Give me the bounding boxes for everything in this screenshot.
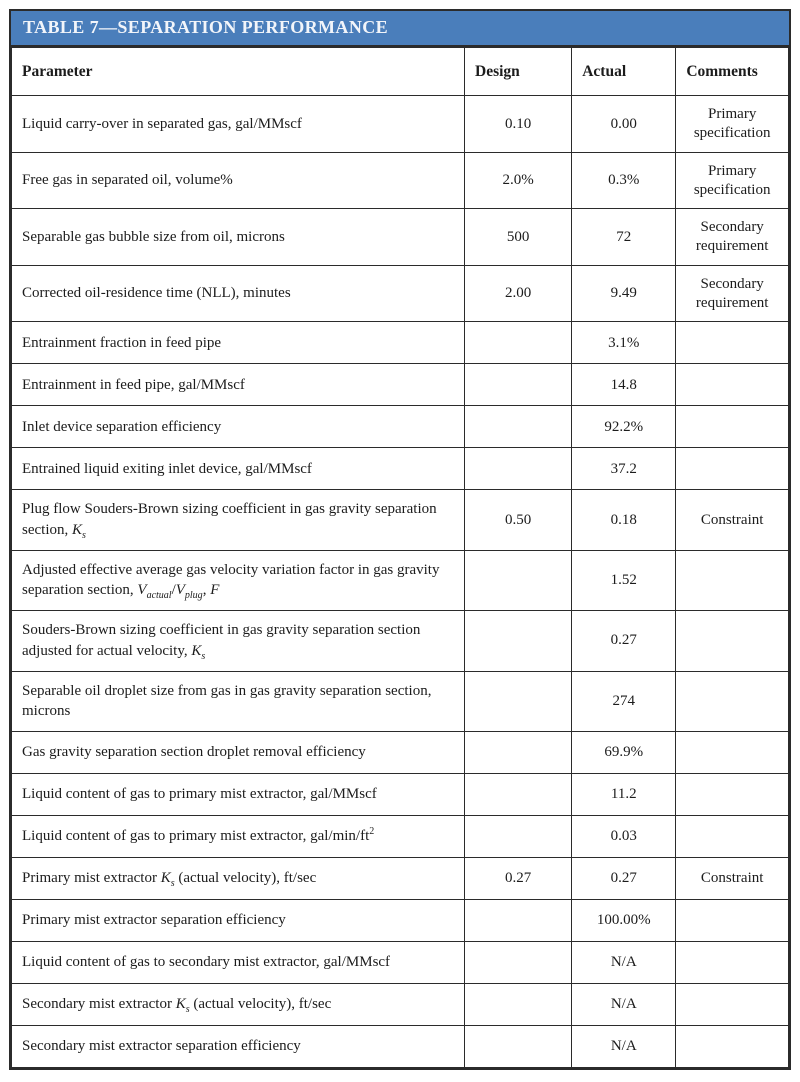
- parameter-cell: Free gas in separated oil, volume%: [12, 152, 465, 209]
- design-value-cell: 0.27: [465, 857, 572, 899]
- actual-value-cell: 92.2%: [572, 406, 676, 448]
- parameter-cell: Primary mist extractor separation efficiency: [12, 899, 465, 941]
- actual-value-cell: 0.00: [572, 96, 676, 153]
- parameter-cell: Entrainment fraction in feed pipe: [12, 322, 465, 364]
- design-value-cell: [465, 815, 572, 857]
- actual-value-cell: 3.1%: [572, 322, 676, 364]
- table-header: [12, 48, 789, 96]
- actual-value-cell: 0.27: [572, 857, 676, 899]
- parameter-cell: Inlet device separation efficiency: [12, 406, 465, 448]
- table-row: [12, 857, 789, 899]
- actual-value-cell: 69.9%: [572, 731, 676, 773]
- table-row: [12, 152, 789, 209]
- table-row: [12, 671, 789, 731]
- design-value-cell: [465, 611, 572, 671]
- parameter-cell: Secondary mist extractor separation efficiency: [12, 1025, 465, 1067]
- parameter-cell: Entrainment in feed pipe, gal/MMscf: [12, 364, 465, 406]
- comments-cell: [676, 773, 789, 815]
- actual-value-cell: 0.27: [572, 611, 676, 671]
- table-row: [12, 983, 789, 1025]
- comments-cell: Secondary requirement: [676, 265, 789, 322]
- actual-value-cell: 0.03: [572, 815, 676, 857]
- design-value-cell: [465, 406, 572, 448]
- comments-cell: [676, 899, 789, 941]
- parameter-cell: Plug flow Souders-Brown sizing coefficient in gas gravity separation section, $K_s$: [12, 490, 465, 550]
- table-row: [12, 209, 789, 266]
- comments-cell: [676, 550, 789, 610]
- table-row: [12, 731, 789, 773]
- table-row: [12, 406, 789, 448]
- comments-cell: [676, 941, 789, 983]
- table-row: [12, 322, 789, 364]
- comments-cell: [676, 671, 789, 731]
- actual-value-cell: 14.8: [572, 364, 676, 406]
- design-value-cell: [465, 322, 572, 364]
- actual-value-cell: N/A: [572, 1025, 676, 1067]
- design-value-cell: [465, 773, 572, 815]
- comments-cell: [676, 364, 789, 406]
- comments-cell: Constraint: [676, 490, 789, 550]
- comments-cell: [676, 611, 789, 671]
- comments-cell: [676, 983, 789, 1025]
- table-row: [12, 550, 789, 610]
- parameter-cell: Primary mist extractor $K_s$ (actual velocity), ft/sec: [12, 857, 465, 899]
- parameter-cell: Separable gas bubble size from oil, microns: [12, 209, 465, 266]
- table-body: [12, 96, 789, 1068]
- actual-value-cell: 100.00%: [572, 899, 676, 941]
- parameter-cell: Souders-Brown sizing coefficient in gas gravity separation section adjusted for actual velocity, $K_s$: [12, 611, 465, 671]
- parameter-cell: Liquid carry-over in separated gas, gal/MMscf: [12, 96, 465, 153]
- design-value-cell: 0.50: [465, 490, 572, 550]
- comments-cell: Primary specification: [676, 152, 789, 209]
- design-value-cell: 2.0%: [465, 152, 572, 209]
- parameter-cell: Liquid content of gas to primary mist extractor, gal/$\min/ft^2$: [12, 815, 465, 857]
- table-row: [12, 265, 789, 322]
- actual-value-cell: 1.52: [572, 550, 676, 610]
- actual-value-cell: 9.49: [572, 265, 676, 322]
- actual-value-cell: 0.18: [572, 490, 676, 550]
- table-row: [12, 773, 789, 815]
- design-value-cell: [465, 550, 572, 610]
- actual-value-cell: N/A: [572, 941, 676, 983]
- parameter-cell: Corrected oil-residence time (NLL), minutes: [12, 265, 465, 322]
- actual-value-cell: 11.2: [572, 773, 676, 815]
- comments-cell: Primary specification: [676, 96, 789, 153]
- table-row: [12, 490, 789, 550]
- comments-cell: [676, 322, 789, 364]
- header-row: [12, 48, 789, 96]
- table-row: [12, 1025, 789, 1067]
- comments-cell: [676, 448, 789, 490]
- actual-value-cell: 72: [572, 209, 676, 266]
- actual-value-cell: 0.3%: [572, 152, 676, 209]
- comments-cell: [676, 1025, 789, 1067]
- design-value-cell: 500: [465, 209, 572, 266]
- design-value-cell: [465, 731, 572, 773]
- comments-cell: [676, 731, 789, 773]
- table-row: [12, 611, 789, 671]
- comments-cell: [676, 406, 789, 448]
- parameter-cell: Liquid content of gas to secondary mist extractor, gal/MMscf: [12, 941, 465, 983]
- separation-performance-table: [9, 9, 791, 1070]
- design-value-cell: [465, 1025, 572, 1067]
- table-row: [12, 899, 789, 941]
- parameter-cell: Adjusted effective average gas velocity variation factor in gas gravity separation section, $V_{actual}/V_{plug}$, F: [12, 550, 465, 610]
- table-title: TABLE 7—SEPARATION PERFORMANCE: [11, 11, 789, 47]
- parameter-cell: Entrained liquid exiting inlet device, gal/MMscf: [12, 448, 465, 490]
- column-header-parameter: Parameter: [12, 48, 465, 96]
- column-header-comments: Comments: [676, 48, 789, 96]
- data-table: [11, 47, 789, 1068]
- design-value-cell: [465, 941, 572, 983]
- table-row: [12, 448, 789, 490]
- column-header-design: Design: [465, 48, 572, 96]
- design-value-cell: 0.10: [465, 96, 572, 153]
- table-row: [12, 941, 789, 983]
- parameter-cell: Gas gravity separation section droplet removal efficiency: [12, 731, 465, 773]
- design-value-cell: [465, 983, 572, 1025]
- column-header-actual: Actual: [572, 48, 676, 96]
- actual-value-cell: 274: [572, 671, 676, 731]
- design-value-cell: [465, 448, 572, 490]
- parameter-cell: Separable oil droplet size from gas in gas gravity separation section, microns: [12, 671, 465, 731]
- design-value-cell: [465, 364, 572, 406]
- table-row: [12, 96, 789, 153]
- table-row: [12, 815, 789, 857]
- comments-cell: Constraint: [676, 857, 789, 899]
- comments-cell: Secondary requirement: [676, 209, 789, 266]
- parameter-cell: Secondary mist extractor $K_s$ (actual velocity), ft/sec: [12, 983, 465, 1025]
- table-row: [12, 364, 789, 406]
- comments-cell: [676, 815, 789, 857]
- actual-value-cell: 37.2: [572, 448, 676, 490]
- actual-value-cell: N/A: [572, 983, 676, 1025]
- design-value-cell: 2.00: [465, 265, 572, 322]
- parameter-cell: Liquid content of gas to primary mist extractor, gal/MMscf: [12, 773, 465, 815]
- design-value-cell: [465, 671, 572, 731]
- design-value-cell: [465, 899, 572, 941]
